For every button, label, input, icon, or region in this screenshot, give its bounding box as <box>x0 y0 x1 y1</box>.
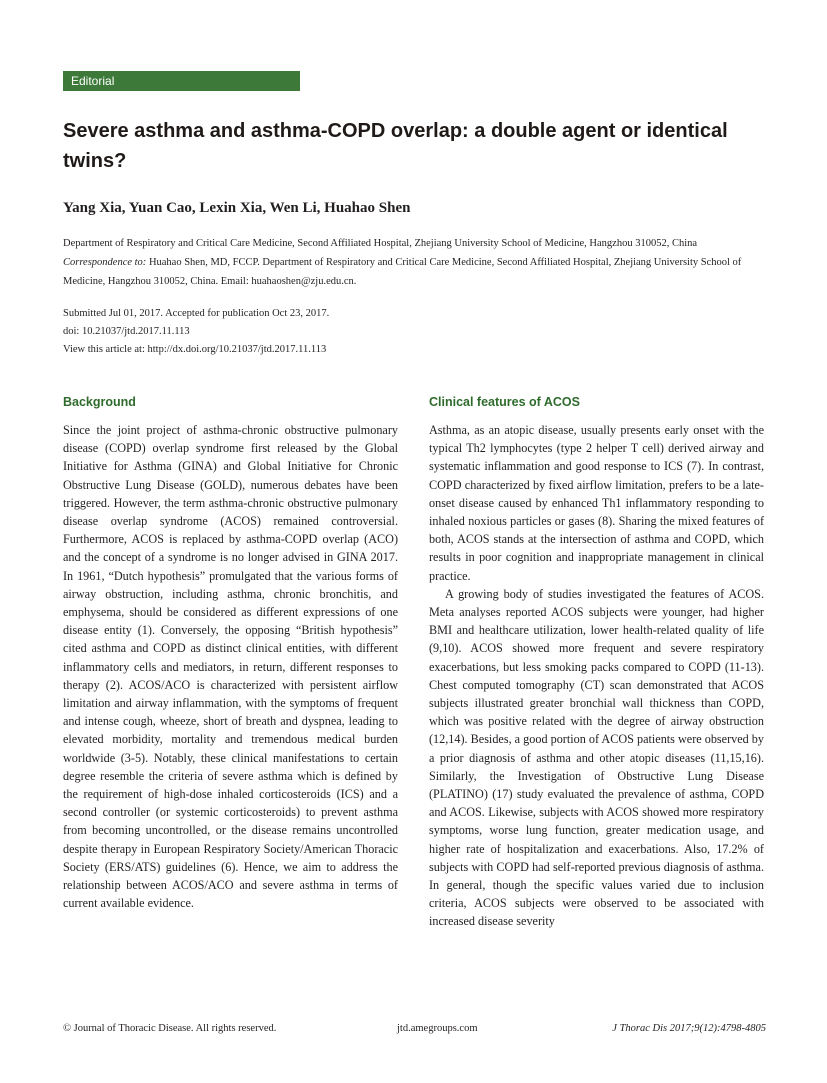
right-column <box>429 393 764 931</box>
submission-dates: Submitted Jul 01, 2017. Accepted for publication Oct 23, 2017. <box>63 308 330 319</box>
correspondence-label: Correspondence to: <box>63 257 147 268</box>
clinical-paragraph-1: Asthma, as an atopic disease, usually presents early onset with the typical Th2 lymphocytes (type 2 helper T cell) derived airway and systematic inflammation and good response to ICS (7). In contrast, COPD characterized by fixed airflow limitation, prefers to be a late-onset disease caused by enhanced Th1 inflammatory responding to inhaled noxious particles or gases (8). Sharing the mixed features of both, ACOS stands at the intersection of asthma and COPD, which results in poor cognition and inappropriate management in clinical practice. <box>429 423 764 583</box>
footer-copyright: © Journal of Thoracic Disease. All rights reserved. <box>63 1023 277 1034</box>
correspondence-details: Huahao Shen, MD, FCCP. Department of Respiratory and Critical Care Medicine, Second Affiliated Hospital, Zhejiang University School of Medicine, Hangzhou 310052, China. Email: huahaoshen@zju.edu.cn. <box>63 257 742 287</box>
background-heading: Background <box>63 395 136 409</box>
page-footer <box>63 1021 766 1037</box>
clinical-paragraph-2: A growing body of studies investigated the features of ACOS. Meta analyses reported ACOS subjects were younger, had higher BMI and healthcare utilization, lower health-related quality of life (9,10). ACOS showed more frequent and severe respiratory exacerbations, but less smoking packs compared to COPD (11-13). Chest computed tomography (CT) scan demonstrated that ACOS subjects illustrated greater bronchial wall thickness than COPD, which was positive related with the degree of airway obstruction (12,14). Besides, a good portion of ACOS patients were observed by a prior diagnosis of asthma and other atopic diseases (11,15,16). Similarly, the Investigation of Obstructive Lung Disease (PLATINO) (17) study evaluated the prevalence of asthma, COPD and ACOS. Likewise, subjects with ACOS showed more respiratory symptoms, worse lung function, greater medication usage, and higher rate of hospitalization and exacerbations. Also, 17.2% of subjects with COPD had self-reported previous diagnosis of asthma. In general, though the specific values varied due to inclusion criteria, ACOS subjects were observed to be associated with increased disease severity <box>429 586 764 929</box>
correspondence <box>63 253 768 291</box>
publication-meta <box>63 305 763 359</box>
affiliation: Department of Respiratory and Critical Care Medicine, Second Affiliated Hospital, Zhejiang University School of Medicine, Hangzhou 310052, China <box>63 238 698 249</box>
background-paragraph: Since the joint project of asthma-chronic obstructive pulmonary disease (COPD) overlap syndrome first released by the Global Initiative for Asthma (GINA) and Global Initiative for Chronic Obstructive Lung Disease (GOLD), numerous debates have been triggered. However, the term asthma-chronic obstructive pulmonary disease overlap syndrome (ACOS) remained controversial. Furthermore, ACOS is replaced by asthma-COPD overlap (ACO) and the concept of a syndrome is no longer advised in GINA 2017. In 1961, “Dutch hypothesis” promulgated that the various forms of airway obstruction, including asthma, chronic bronchitis, and emphysema, should be considered as different expressions of one disease entity (1). Conversely, the opposing “British hypothesis” cited asthma and COPD as distinct clinical entities, with different inflammatory cells and mediators, in return, different responses to therapy (2). ACOS/ACO is characterized with persistent airflow limitation and airway inflammation, with the symptoms of frequent and intense cough, wheeze, short of breath and dyspnea, leading to elevated morbidity, mortality and tremendous medical burden worldwide (3-5). Notably, these clinical manifestations to certain degree resemble the criteria of severe asthma which is defined by the requirement of high-dose inhaled corticosteroids (ICS) and a second controller (or systemic corticosteroids) to prevent asthma from becoming uncontrolled, or the disease remains uncontrolled despite therapy in European Respiratory Society/American Thoracic Society (ERS/ATS) guidelines (6). Hence, we aim to address the relationship between ACOS/ACO and severe asthma in terms of current available evidence. <box>63 423 398 911</box>
author-list: Yang Xia, Yuan Cao, Lexin Xia, Wen Li, Huahao Shen <box>63 200 411 216</box>
article-type-badge: Editorial <box>63 71 300 91</box>
article-title: Severe asthma and asthma-COPD overlap: a double agent or identical twins? <box>63 120 728 172</box>
footer-site-link[interactable]: jtd.amegroups.com <box>397 1023 478 1034</box>
affiliation-block <box>63 234 768 291</box>
article-link[interactable]: View this article at: http://dx.doi.org/10.21037/jtd.2017.11.113 <box>63 344 327 355</box>
left-column <box>63 393 398 912</box>
clinical-features-heading: Clinical features of ACOS <box>429 395 580 409</box>
footer-citation: J Thorac Dis 2017;9(12):4798-4805 <box>612 1023 766 1034</box>
doi: doi: 10.21037/jtd.2017.11.113 <box>63 326 190 337</box>
